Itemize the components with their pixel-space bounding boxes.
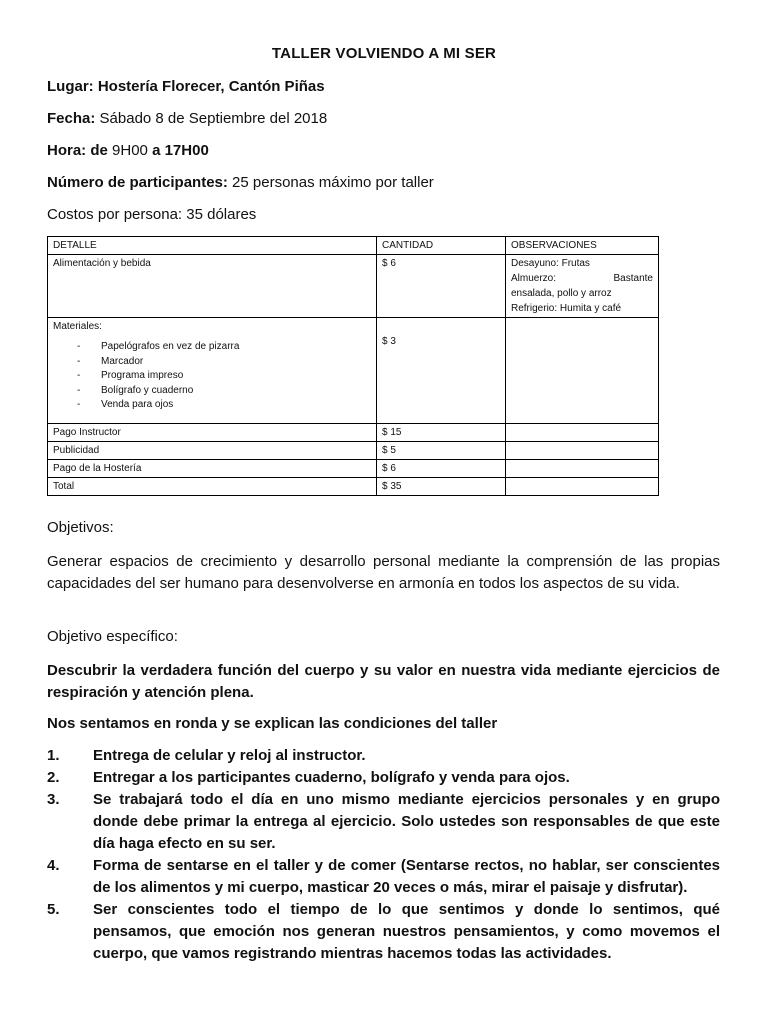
table-header-row (48, 237, 659, 255)
cell-detalle: Pago de la Hostería (48, 460, 377, 478)
cell-cantidad: $ 6 (377, 460, 506, 478)
obs-refrigerio: Refrigerio: Humita y café (511, 303, 622, 314)
table-row (48, 318, 659, 424)
costos-label: Costos por persona: (47, 206, 183, 223)
list-item (47, 855, 720, 899)
cell-observaciones (506, 460, 659, 478)
obs-almuerzo-value: Bastante (613, 273, 653, 284)
especifico-text: Descubrir la verdadera función del cuerpo y su valor en nuestra vida mediante ejercicios de respiración y atención plena. (47, 662, 720, 701)
fecha-line (47, 110, 327, 127)
bullet-dash: - (77, 341, 81, 352)
step-text: Forma de sentarse en el taller y de comer (Sentarse rectos, no hablar, ser conscientes de los alimentos y mi cuerpo, masticar 20 veces o más, mirar el paisaje y disfrutar). (93, 857, 720, 896)
list-item: - Programa impreso (77, 369, 371, 384)
hora-start: 9H00 (112, 142, 148, 159)
cell-observaciones (506, 442, 659, 460)
obs-almuerzo-cont: ensalada, pollo y arroz (511, 288, 612, 299)
list-item (47, 767, 720, 789)
especifico-heading: Objetivo específico: (47, 628, 178, 645)
list-item (47, 789, 720, 855)
obs-desayuno: Desayuno: Frutas (511, 258, 590, 269)
cell-detalle: Pago Instructor (48, 424, 377, 442)
participantes-line (47, 174, 434, 191)
participantes-value: 25 personas máximo por taller (232, 174, 434, 191)
document-title: TALLER VOLVIENDO A MI SER (271, 45, 497, 62)
lugar-line (47, 78, 325, 95)
cell-observaciones (506, 478, 659, 496)
table-row (48, 460, 659, 478)
step-text: Entrega de celular y reloj al instructor. (93, 747, 366, 764)
obs-almuerzo (511, 271, 653, 286)
fecha-value: Sábado 8 de Septiembre del 2018 (99, 110, 328, 127)
fecha-label: Fecha: (47, 110, 96, 127)
table-row (48, 442, 659, 460)
cell-cantidad: $ 35 (377, 478, 506, 496)
step-number: 2. (47, 769, 60, 786)
ronda-text: Nos sentamos en ronda y se explican las condiciones del taller (47, 715, 498, 732)
step-number: 3. (47, 791, 60, 808)
bullet-dash: - (77, 399, 81, 411)
step-text: Ser conscientes todo el tiempo de lo que sentimos y donde lo sentimos, qué pensamos, que emoción nos generan nuestros pensamientos, y como movemos el cuerpo, que vamos registrando mientras hacemos todas las actividades. (93, 901, 720, 962)
cell-observaciones (506, 424, 659, 442)
cell-detalle: Publicidad (48, 442, 377, 460)
cell-cantidad: $ 3 (377, 318, 506, 424)
list-item (47, 899, 720, 965)
list-item (47, 745, 720, 767)
costs-table (47, 236, 659, 496)
obs-almuerzo-label: Almuerzo: (511, 273, 557, 284)
hora-line (47, 142, 209, 159)
cell-observaciones (506, 255, 659, 318)
list-item: - Venda para ojos (77, 398, 371, 413)
list-item: - Bolígrafo y cuaderno (77, 384, 371, 399)
cell-detalle: Alimentación y bebida (48, 255, 377, 318)
cell-detalle: Total (48, 478, 377, 496)
materiales-label: Materiales: (53, 321, 102, 332)
lugar-label: Lugar: (47, 78, 94, 95)
step-number: 5. (47, 901, 60, 918)
bullet-dash: - (77, 355, 81, 367)
hora-label: Hora: (47, 142, 87, 159)
step-text: Entregar a los participantes cuaderno, bolígrafo y venda para ojos. (93, 769, 570, 786)
list-item: - Marcador (77, 355, 371, 370)
table-row (48, 478, 659, 496)
costos-value: 35 dólares (186, 206, 257, 223)
hora-end: 17H00 (164, 142, 209, 159)
objetivos-text: Generar espacios de crecimiento y desarrollo personal mediante la comprensión de las propias capacidades del ser humano para desenvolverse en armonía en todos los aspectos de su vida. (47, 553, 720, 592)
cell-observaciones (506, 318, 659, 424)
costos-line (47, 206, 256, 223)
objetivos-heading: Objetivos: (47, 519, 114, 536)
list-item: - Papelógrafos en vez de pizarra (77, 340, 371, 355)
hora-de: de (90, 142, 108, 159)
materiales-list (53, 340, 371, 413)
steps-list (47, 745, 720, 965)
bullet-dash: - (77, 370, 81, 382)
step-number: 4. (47, 857, 60, 874)
participantes-label: Número de participantes: (47, 174, 228, 191)
header-detalle: DETALLE (48, 237, 377, 255)
table-row (48, 255, 659, 318)
header-observaciones: OBSERVACIONES (506, 237, 659, 255)
step-text: Se trabajará todo el día en uno mismo mediante ejercicios personales y en grupo donde debe primar la entrega al ejercicio. Solo ustedes son responsables de que este día haga efecto en su ser. (93, 791, 720, 852)
bullet-dash: - (77, 384, 81, 396)
cell-cantidad: $ 5 (377, 442, 506, 460)
header-cantidad: CANTIDAD (377, 237, 506, 255)
table-row (48, 424, 659, 442)
lugar-value: Hostería Florecer, Cantón Piñas (97, 78, 325, 95)
cell-cantidad: $ 6 (377, 255, 506, 318)
hora-a: a (152, 142, 161, 159)
cell-detalle-materiales (48, 318, 377, 424)
step-number: 1. (47, 747, 60, 764)
cell-cantidad: $ 15 (377, 424, 506, 442)
